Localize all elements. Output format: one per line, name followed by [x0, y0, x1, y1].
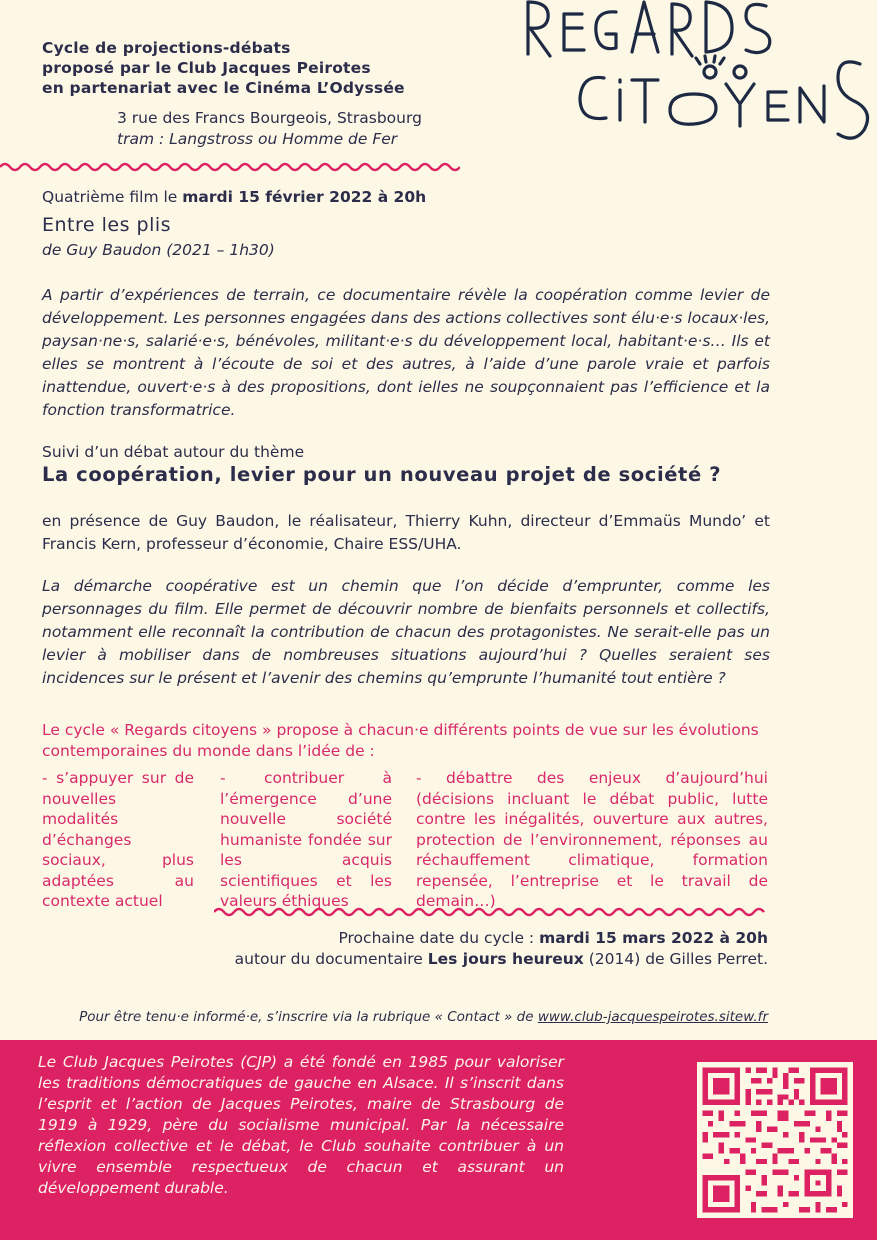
next-around: autour du documentaire [234, 950, 423, 968]
debate-intro: Suivi d’un débat autour du thème [42, 443, 305, 461]
film-author: de Guy Baudon (2021 – 1h30) [42, 241, 275, 259]
cycle-line-1: Cycle de projections-débats [42, 39, 291, 57]
footer-band [0, 1040, 877, 1240]
cycle-point-3: - débattre des enjeux d’aujourd’hui (décisions incluant le débat public, lutte contre les inégalités, ouverture aux autres, protection de l’environnement, réponses au réchauffement climatique, formation repensée, l’entreprise et le travail de demain…) [416, 769, 768, 910]
next-film-suffix: (2014) de Gilles Perret. [588, 950, 768, 968]
logo-graphic [520, 0, 877, 154]
tram-line: tram : Langstross ou Homme de Fer [117, 130, 398, 148]
next-date-value: mardi 15 mars 2022 à 20h [539, 929, 768, 947]
debate-reflection: La démarche coopérative est un chemin que l’on décide d’emprunter, comme les personnages du film. Elle permet de découvrir nombre de bienfaits personnels et collectifs, notamment elle reconnaît la contribution de chacun des protagonistes. Ne serait-elle pas un levier à mobiliser dans de nombreuses situations aujourd’hui ? Quelles seraient ses incidences sur le présent et l’avenir des chemins qu’emprunte l’humanité tout entière ? [42, 577, 770, 687]
address-line: 3 rue des Francs Bourgeois, Strasbourg [117, 109, 422, 127]
film-date-prefix: Quatrième film le [42, 188, 178, 206]
bottom-wave-divider [214, 905, 770, 919]
venue-address [117, 108, 422, 150]
debate-theme: La coopération, levier pour un nouveau projet de société ? [42, 463, 722, 486]
logo-lettering [528, 2, 868, 138]
top-wave-divider [0, 160, 460, 174]
next-date-prefix: Prochaine date du cycle : [338, 929, 535, 947]
qr-modules [702, 1067, 847, 1212]
next-film-title: Les jours heureux [427, 950, 584, 968]
regards-citoyens-logo [520, 0, 877, 154]
cycle-intro: Le cycle « Regards citoyens » propose à chacun·e différents points de vue sur les évolutions contemporaines du monde dans l’idée de : [42, 721, 759, 760]
website-link[interactable]: www.club-jacquespeirotes.sitew.fr [537, 1009, 768, 1025]
subscribe-text: Pour être tenu·e informé·e, s’inscrire via la rubrique « Contact » de [79, 1009, 534, 1025]
cycle-line-2: proposé par le Club Jacques Peirotes [42, 59, 371, 77]
club-description: Le Club Jacques Peirotes (CJP) a été fondé en 1985 pour valoriser les traditions démocratiques de gauche en Alsace. Il s’inscrit dans l’esprit et l’action de Jacques Peirotes, maire de Strasbourg de 1919 à 1929, père du socialisme municipal. Par la nécessaire réflexion collective et le débat, le Club souhaite contribuer à un vivre ensemble respectueux de chacun et assurant un développement durable. [38, 1053, 564, 1197]
film-date-value: mardi 15 février 2022 à 20h [182, 188, 427, 206]
film-synopsis: A partir d’expériences de terrain, ce documentaire révèle la coopération comme levier de développement. Les personnes engagées dans des actions collectives sont élu·e·s locaux·les, paysan·ne·s, salarié·e·s, bénévoles, militant·e·s du développement local, habitant·e·s… Ils et elles se montrent à l’écoute de soi et des autres, à l’aide d’une parole vraie et parfois inattendue, ouvert·e·s à des propositions, dont ielles ne soupçonnaient pas l’efficience et la fonction transformatrice. [42, 286, 770, 419]
qr-code[interactable] [697, 1062, 853, 1218]
next-film-line [235, 949, 768, 970]
cycle-line-3: en partenariat avec le Cinéma L’Odyssée [42, 79, 405, 97]
next-date-block [235, 928, 768, 970]
cycle-point-1: - s’appuyer sur de nouvelles modalités d’échanges sociaux, plus adaptées au contexte actuel [42, 769, 194, 910]
film-date [42, 188, 426, 206]
debate-guests: en présence de Guy Baudon, le réalisateur, Thierry Kuhn, directeur d’Emmaüs Mundo’ et Francis Kern, professeur d’économie, Chaire ESS/UHA. [42, 512, 770, 553]
cycle-point-2: - contribuer à l’émergence d’une nouvelle société humaniste fondée sur les acquis scientifiques et les valeurs éthiques [220, 769, 392, 910]
next-date-line [235, 928, 768, 949]
subscribe-line [79, 1009, 768, 1025]
film-title: Entre les plis [42, 214, 172, 236]
header-block [42, 38, 462, 98]
